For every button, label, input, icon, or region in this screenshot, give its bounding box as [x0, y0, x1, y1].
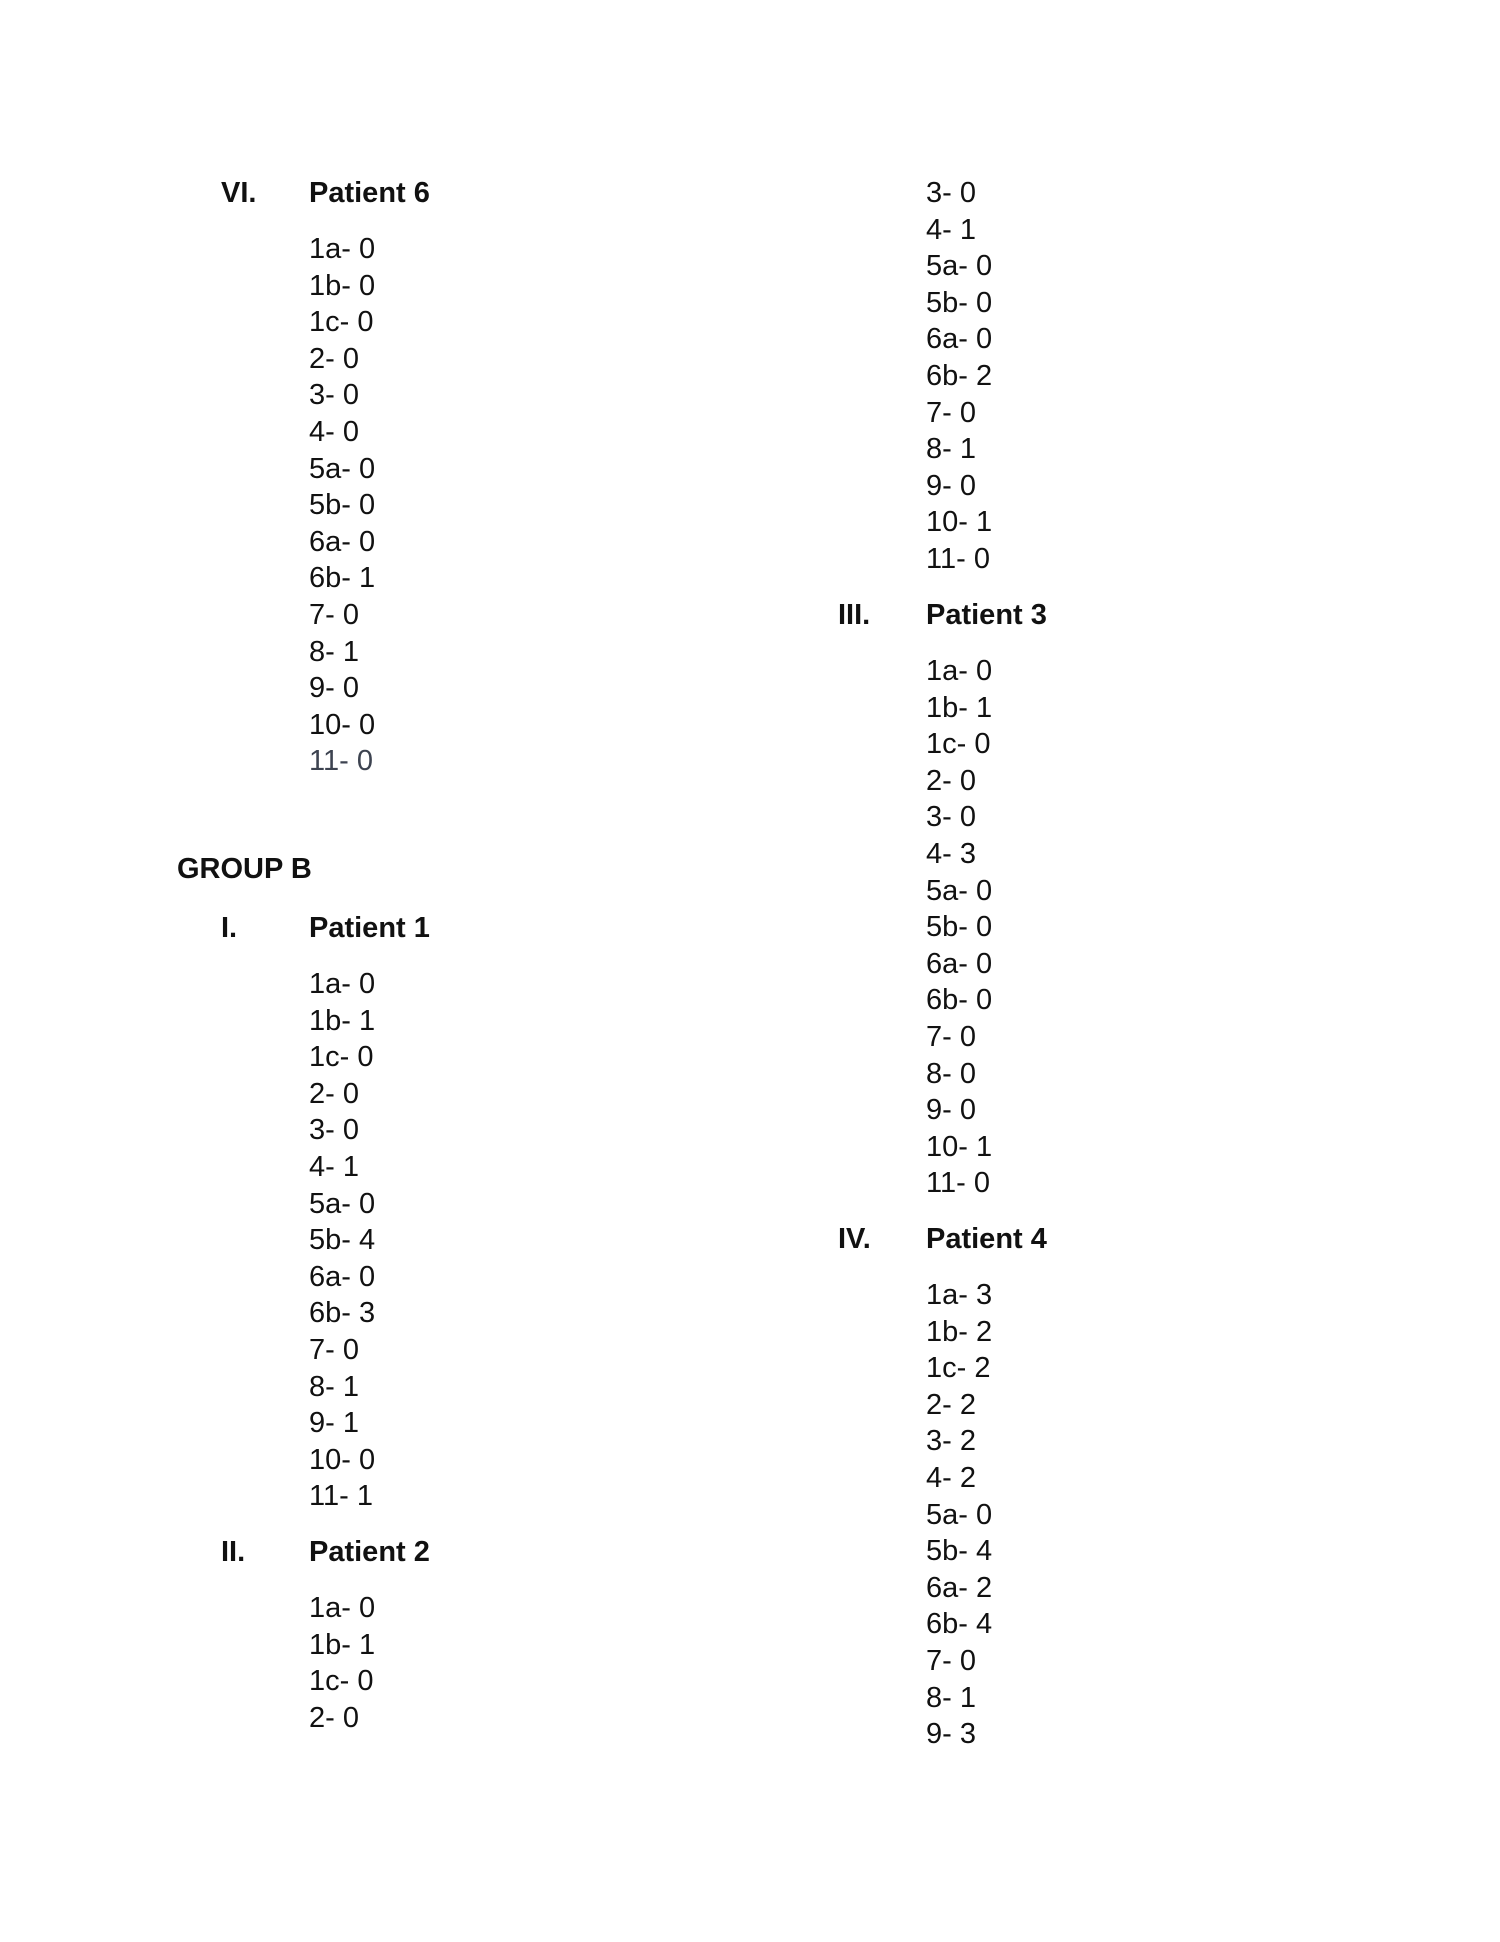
score-item: 9- 0: [926, 1094, 976, 1127]
score-item: 1a- 0: [309, 233, 376, 265]
score-item: 2- 0: [309, 342, 359, 375]
patient-title: Patient 3: [926, 599, 1047, 631]
score-item: 2- 2: [926, 1388, 976, 1421]
score-item: 4- 0: [309, 415, 359, 448]
score-item: 6a- 0: [926, 323, 993, 356]
score-item: 5a- 0: [926, 250, 993, 283]
section-numeral: III.: [838, 599, 871, 631]
score-item: 4- 1: [926, 213, 976, 246]
score-item: 7- 0: [926, 1644, 976, 1677]
score-item: 4- 1: [309, 1150, 359, 1183]
score-item: 5a- 0: [309, 452, 376, 485]
score-item: 7- 0: [926, 396, 976, 429]
section-numeral: I.: [221, 912, 238, 944]
score-item: 5b- 0: [926, 286, 993, 319]
score-item: 10- 0: [309, 1443, 376, 1476]
score-item: 5b- 0: [926, 911, 993, 944]
score-item: 9- 0: [926, 469, 976, 502]
patient-1-score-list: [309, 966, 375, 1515]
patient-2-continued-score-list: [926, 175, 992, 578]
score-item: 6b- 1: [309, 562, 376, 595]
score-item: 1c- 2: [926, 1352, 991, 1385]
patient-title: Patient 2: [309, 1536, 430, 1568]
score-item: 1b- 1: [309, 1004, 376, 1037]
patient-title: Patient 1: [309, 912, 430, 944]
score-item: 3- 2: [926, 1425, 976, 1458]
score-item: 2- 0: [309, 1701, 359, 1734]
score-item: 5a- 0: [926, 1498, 993, 1531]
score-item: 10- 1: [926, 506, 993, 539]
score-item: 6b- 3: [309, 1297, 376, 1330]
score-item: 6a- 0: [309, 1260, 376, 1293]
score-item: 6b- 2: [926, 359, 993, 392]
score-item: 9- 0: [309, 672, 359, 705]
score-item: 7- 0: [309, 1333, 359, 1366]
score-item: 2- 0: [309, 1077, 359, 1110]
score-item: 9- 3: [926, 1718, 976, 1751]
score-item: 8- 1: [926, 433, 976, 466]
score-item: 9- 1: [309, 1407, 359, 1440]
section-numeral: II.: [221, 1536, 246, 1568]
score-item: 6a- 0: [309, 525, 376, 558]
score-item: 5b- 4: [309, 1224, 376, 1257]
score-item: 3- 0: [926, 801, 976, 834]
score-item: 8- 0: [926, 1057, 976, 1090]
score-item: 1b- 1: [926, 691, 993, 724]
score-item: 10- 0: [309, 708, 376, 741]
score-item: 7- 0: [309, 598, 359, 631]
group-b-title: GROUP B: [177, 853, 312, 885]
patient-title: Patient 4: [926, 1223, 1047, 1255]
score-item: 1b- 2: [926, 1315, 993, 1348]
score-item: 11- 0: [926, 542, 990, 575]
score-item: 1c- 0: [309, 1665, 374, 1698]
score-item: 5a- 0: [926, 874, 993, 907]
score-item: 1c- 0: [309, 306, 374, 339]
score-item: 6a- 2: [926, 1571, 993, 1604]
score-item: 8- 1: [309, 635, 359, 668]
score-item: 3- 0: [926, 177, 976, 209]
score-item: 1a- 0: [309, 1592, 376, 1624]
score-item: 4- 2: [926, 1461, 976, 1494]
score-item: 3- 0: [309, 379, 359, 412]
score-item: 6a- 0: [926, 947, 993, 980]
score-item: 1b- 0: [309, 269, 376, 302]
score-item: 5b- 0: [309, 489, 376, 522]
score-item: 3- 0: [309, 1114, 359, 1147]
score-item: 1a- 3: [926, 1279, 993, 1311]
score-item: 11- 0: [309, 745, 373, 778]
patient-title: Patient 6: [309, 177, 430, 209]
patient-6-score-list: [309, 231, 375, 780]
section-numeral: VI.: [221, 177, 257, 209]
score-item: 4- 3: [926, 837, 976, 870]
score-item: 2- 0: [926, 764, 976, 797]
score-item: 5a- 0: [309, 1187, 376, 1220]
score-item: 10- 1: [926, 1130, 993, 1163]
patient-4-score-list: [926, 1277, 992, 1753]
score-item: 1a- 0: [309, 968, 376, 1000]
score-item: 1b- 1: [309, 1628, 376, 1661]
score-item: 11- 0: [926, 1167, 990, 1200]
score-item: 11- 1: [309, 1480, 373, 1513]
score-item: 1c- 0: [309, 1041, 374, 1074]
score-item: 1a- 0: [926, 655, 993, 687]
score-item: 8- 1: [309, 1370, 359, 1403]
score-item: 5b- 4: [926, 1535, 993, 1568]
patient-2-score-list: [309, 1590, 375, 1736]
patient-3-score-list: [926, 653, 992, 1202]
score-item: 6b- 4: [926, 1608, 993, 1641]
section-numeral: IV.: [838, 1223, 871, 1255]
score-item: 8- 1: [926, 1681, 976, 1714]
score-item: 7- 0: [926, 1020, 976, 1053]
score-item: 6b- 0: [926, 984, 993, 1017]
score-item: 1c- 0: [926, 728, 991, 761]
